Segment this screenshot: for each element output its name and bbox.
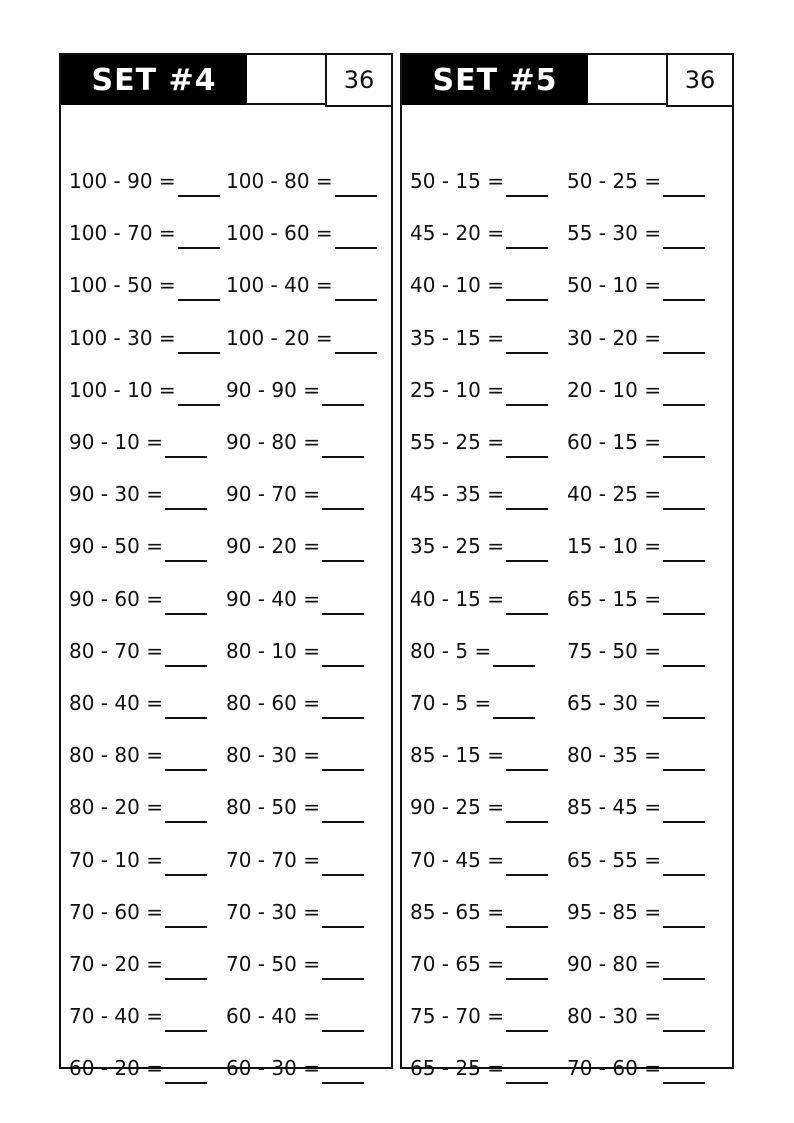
problem-expression: 100 - 80 = (226, 169, 333, 193)
problem-expression: 90 - 90 = (226, 377, 320, 402)
problem-expression: 70 - 70 = (226, 847, 320, 872)
problem-item (226, 1054, 364, 1084)
name-blank-box (588, 55, 668, 105)
problem-expression: 75 - 70 = (410, 1004, 504, 1029)
name-blank-box (247, 55, 327, 105)
answer-blank[interactable] (506, 221, 548, 249)
problem-expression: 80 - 35 = (567, 743, 661, 768)
problem-item (567, 898, 705, 928)
answer-blank[interactable] (663, 691, 705, 719)
answer-blank[interactable] (322, 534, 364, 562)
problem-grid (61, 107, 391, 1081)
answer-blank[interactable] (322, 900, 364, 928)
answer-blank[interactable] (165, 482, 207, 510)
problem-item (69, 793, 207, 823)
answer-blank[interactable] (663, 952, 705, 980)
answer-blank[interactable] (165, 691, 207, 719)
problem-expression: 70 - 50 = (226, 952, 320, 976)
problem-expression: 100 - 70 = (69, 221, 176, 246)
answer-blank[interactable] (506, 848, 548, 876)
answer-blank[interactable] (663, 639, 705, 667)
answer-blank[interactable] (663, 1004, 705, 1032)
problem-item (567, 324, 705, 354)
problem-count-box: 36 (325, 55, 391, 107)
problem-expression: 80 - 30 = (226, 743, 320, 768)
set-5-card (400, 53, 734, 1081)
problem-item (410, 376, 548, 406)
answer-blank[interactable] (663, 273, 705, 301)
problem-item (69, 1054, 207, 1084)
answer-blank[interactable] (506, 900, 548, 928)
problem-item (226, 793, 364, 823)
answer-blank[interactable] (663, 1056, 705, 1084)
set-title: SET #4 (61, 55, 247, 105)
problem-expression: 30 - 20 = (567, 325, 661, 350)
problem-expression: 100 - 10 = (69, 377, 176, 402)
problem-item (410, 793, 548, 823)
problem-item (410, 585, 548, 615)
problem-item (410, 1054, 548, 1084)
problem-expression: 80 - 70 = (69, 638, 163, 663)
problem-item (226, 428, 364, 458)
problem-expression: 90 - 70 = (226, 482, 320, 507)
problem-expression: 25 - 10 = (410, 377, 504, 402)
answer-blank[interactable] (178, 326, 220, 354)
problem-expression: 55 - 30 = (567, 221, 661, 246)
problem-item (410, 480, 548, 510)
problem-expression: 85 - 45 = (567, 795, 661, 820)
problem-expression: 65 - 15 = (567, 586, 661, 611)
answer-blank[interactable] (335, 326, 377, 354)
problem-expression: 90 - 10 = (69, 430, 163, 454)
problem-expression: 80 - 60 = (226, 691, 320, 715)
problem-expression: 55 - 25 = (410, 430, 504, 454)
problem-expression: 80 - 10 = (226, 638, 320, 663)
answer-blank[interactable] (178, 273, 220, 301)
problem-item (69, 219, 220, 249)
problem-item (567, 428, 705, 458)
answer-blank[interactable] (506, 1056, 548, 1084)
answer-blank[interactable] (178, 378, 220, 406)
problem-item (69, 950, 207, 980)
answer-blank[interactable] (663, 169, 705, 197)
problem-count-box: 36 (666, 55, 732, 107)
problem-item (567, 793, 705, 823)
answer-blank[interactable] (506, 952, 548, 980)
problem-item (567, 219, 705, 249)
set-4-card (59, 53, 393, 1081)
answer-blank[interactable] (663, 534, 705, 562)
problem-item (226, 271, 377, 301)
answer-blank[interactable] (178, 169, 220, 197)
answer-blank[interactable] (663, 221, 705, 249)
problem-item (226, 1002, 364, 1032)
answer-blank[interactable] (506, 326, 548, 354)
problem-item (410, 532, 548, 562)
answer-blank[interactable] (663, 848, 705, 876)
answer-blank[interactable] (322, 952, 364, 980)
problem-item (567, 271, 705, 301)
problem-item (226, 376, 364, 406)
problem-item (69, 741, 207, 771)
answer-blank[interactable] (663, 482, 705, 510)
problem-expression: 70 - 45 = (410, 847, 504, 872)
problem-expression: 80 - 40 = (69, 691, 163, 715)
problem-item (567, 376, 705, 406)
problem-item (226, 846, 364, 876)
problem-expression: 100 - 60 = (226, 221, 333, 246)
problem-expression: 20 - 10 = (567, 377, 661, 402)
answer-blank[interactable] (322, 482, 364, 510)
problem-item (410, 219, 548, 249)
problem-expression: 85 - 15 = (410, 743, 504, 768)
answer-blank[interactable] (663, 743, 705, 771)
answer-blank[interactable] (165, 639, 207, 667)
problem-item (567, 950, 705, 980)
problem-item (69, 532, 207, 562)
problem-expression: 90 - 80 = (226, 430, 320, 454)
problem-expression: 100 - 50 = (69, 273, 176, 298)
answer-blank[interactable] (506, 587, 548, 615)
answer-blank[interactable] (178, 221, 220, 249)
problem-item (226, 898, 364, 928)
answer-blank[interactable] (165, 848, 207, 876)
answer-blank[interactable] (506, 378, 548, 406)
problem-expression: 80 - 20 = (69, 795, 163, 820)
answer-blank[interactable] (663, 378, 705, 406)
problem-item (410, 428, 548, 458)
answer-blank[interactable] (335, 169, 377, 197)
problem-expression: 100 - 30 = (69, 325, 176, 350)
problem-expression: 80 - 5 = (410, 638, 492, 663)
answer-blank[interactable] (322, 795, 364, 823)
problem-expression: 75 - 50 = (567, 638, 661, 663)
answer-blank[interactable] (335, 273, 377, 301)
answer-blank[interactable] (165, 795, 207, 823)
problem-expression: 65 - 55 = (567, 847, 661, 872)
problem-expression: 60 - 15 = (567, 430, 661, 454)
problem-item (69, 480, 207, 510)
answer-blank[interactable] (165, 587, 207, 615)
answer-blank[interactable] (663, 587, 705, 615)
answer-blank[interactable] (506, 534, 548, 562)
problem-expression: 95 - 85 = (567, 899, 661, 924)
problem-item (69, 167, 220, 197)
problem-expression: 90 - 80 = (567, 952, 661, 976)
problem-expression: 70 - 20 = (69, 952, 163, 976)
problem-expression: 70 - 10 = (69, 847, 163, 872)
answer-blank[interactable] (322, 691, 364, 719)
problem-item (567, 689, 705, 719)
problem-expression: 70 - 40 = (69, 1004, 163, 1029)
problem-expression: 60 - 40 = (226, 1004, 320, 1029)
problem-item (69, 271, 220, 301)
problem-item (410, 898, 548, 928)
problem-item (410, 689, 535, 719)
set-header (61, 55, 391, 107)
problem-expression: 90 - 50 = (69, 534, 163, 559)
problem-item (226, 480, 364, 510)
answer-blank[interactable] (322, 743, 364, 771)
problem-expression: 45 - 20 = (410, 221, 504, 246)
problem-expression: 85 - 65 = (410, 899, 504, 924)
problem-expression: 90 - 60 = (69, 586, 163, 611)
problem-expression: 100 - 90 = (69, 169, 176, 193)
problem-expression: 50 - 15 = (410, 169, 504, 193)
problem-expression: 35 - 25 = (410, 534, 504, 559)
problem-item (69, 689, 207, 719)
problem-item (69, 428, 207, 458)
problem-expression: 35 - 15 = (410, 325, 504, 350)
problem-expression: 60 - 20 = (69, 1056, 163, 1081)
problem-expression: 70 - 60 = (69, 899, 163, 924)
answer-blank[interactable] (493, 639, 535, 667)
answer-blank[interactable] (322, 378, 364, 406)
answer-blank[interactable] (506, 482, 548, 510)
answer-blank[interactable] (322, 848, 364, 876)
problem-item (567, 480, 705, 510)
answer-blank[interactable] (322, 1056, 364, 1084)
answer-blank[interactable] (506, 430, 548, 458)
problem-item (567, 167, 705, 197)
problem-expression: 70 - 30 = (226, 899, 320, 924)
problem-expression: 80 - 30 = (567, 1004, 661, 1029)
answer-blank[interactable] (165, 1004, 207, 1032)
problem-item (567, 846, 705, 876)
problem-expression: 50 - 10 = (567, 273, 661, 298)
answer-blank[interactable] (663, 430, 705, 458)
answer-blank[interactable] (165, 1056, 207, 1084)
problem-expression: 100 - 40 = (226, 273, 333, 298)
problem-expression: 40 - 15 = (410, 586, 504, 611)
problem-item (567, 741, 705, 771)
problem-expression: 50 - 25 = (567, 169, 661, 193)
problem-expression: 40 - 10 = (410, 273, 504, 298)
answer-blank[interactable] (506, 273, 548, 301)
problem-expression: 90 - 40 = (226, 586, 320, 611)
answer-blank[interactable] (506, 795, 548, 823)
problem-item (226, 689, 364, 719)
answer-blank[interactable] (663, 795, 705, 823)
answer-blank[interactable] (663, 900, 705, 928)
problem-expression: 65 - 25 = (410, 1056, 504, 1081)
problem-item (226, 532, 364, 562)
answer-blank[interactable] (493, 691, 535, 719)
problem-expression: 60 - 30 = (226, 1056, 320, 1081)
answer-blank[interactable] (165, 534, 207, 562)
problem-item (226, 950, 364, 980)
problem-expression: 45 - 35 = (410, 482, 504, 507)
problem-item (69, 585, 207, 615)
answer-blank[interactable] (506, 169, 548, 197)
problem-item (226, 167, 377, 197)
set-header (402, 55, 732, 107)
problem-expression: 70 - 65 = (410, 952, 504, 976)
answer-blank[interactable] (506, 743, 548, 771)
problem-item (226, 219, 377, 249)
answer-blank[interactable] (165, 430, 207, 458)
problem-expression: 80 - 50 = (226, 795, 320, 820)
problem-item (567, 1002, 705, 1032)
problem-item (69, 1002, 207, 1032)
problem-item (226, 324, 377, 354)
problem-item (226, 637, 364, 667)
problem-item (410, 167, 548, 197)
problem-expression: 80 - 80 = (69, 743, 163, 768)
answer-blank[interactable] (663, 326, 705, 354)
answer-blank[interactable] (322, 430, 364, 458)
problem-expression: 40 - 25 = (567, 482, 661, 507)
answer-blank[interactable] (322, 1004, 364, 1032)
answer-blank[interactable] (506, 1004, 548, 1032)
problem-item (410, 741, 548, 771)
answer-blank[interactable] (322, 639, 364, 667)
problem-grid (402, 107, 732, 1081)
problem-expression: 90 - 25 = (410, 795, 504, 820)
answer-blank[interactable] (322, 587, 364, 615)
answer-blank[interactable] (165, 900, 207, 928)
answer-blank[interactable] (165, 952, 207, 980)
problem-expression: 15 - 10 = (567, 534, 661, 559)
problem-item (410, 846, 548, 876)
problem-item (226, 585, 364, 615)
problem-item (410, 637, 535, 667)
problem-item (69, 324, 220, 354)
problem-expression: 65 - 30 = (567, 691, 661, 715)
problem-expression: 90 - 30 = (69, 482, 163, 507)
problem-item (69, 637, 207, 667)
problem-item (567, 585, 705, 615)
problem-item (69, 376, 220, 406)
problem-item (410, 271, 548, 301)
answer-blank[interactable] (335, 221, 377, 249)
answer-blank[interactable] (165, 743, 207, 771)
problem-item (410, 1002, 548, 1032)
problem-item (410, 324, 548, 354)
problem-item (69, 898, 207, 928)
problem-expression: 100 - 20 = (226, 325, 333, 350)
problem-expression: 90 - 20 = (226, 534, 320, 559)
problem-item (226, 741, 364, 771)
problem-item (567, 1054, 705, 1084)
problem-item (69, 846, 207, 876)
problem-item (410, 950, 548, 980)
problem-expression: 70 - 5 = (410, 691, 492, 715)
problem-item (567, 637, 705, 667)
problem-expression: 70 - 60 = (567, 1056, 661, 1081)
set-title: SET #5 (402, 55, 588, 105)
problem-item (567, 532, 705, 562)
